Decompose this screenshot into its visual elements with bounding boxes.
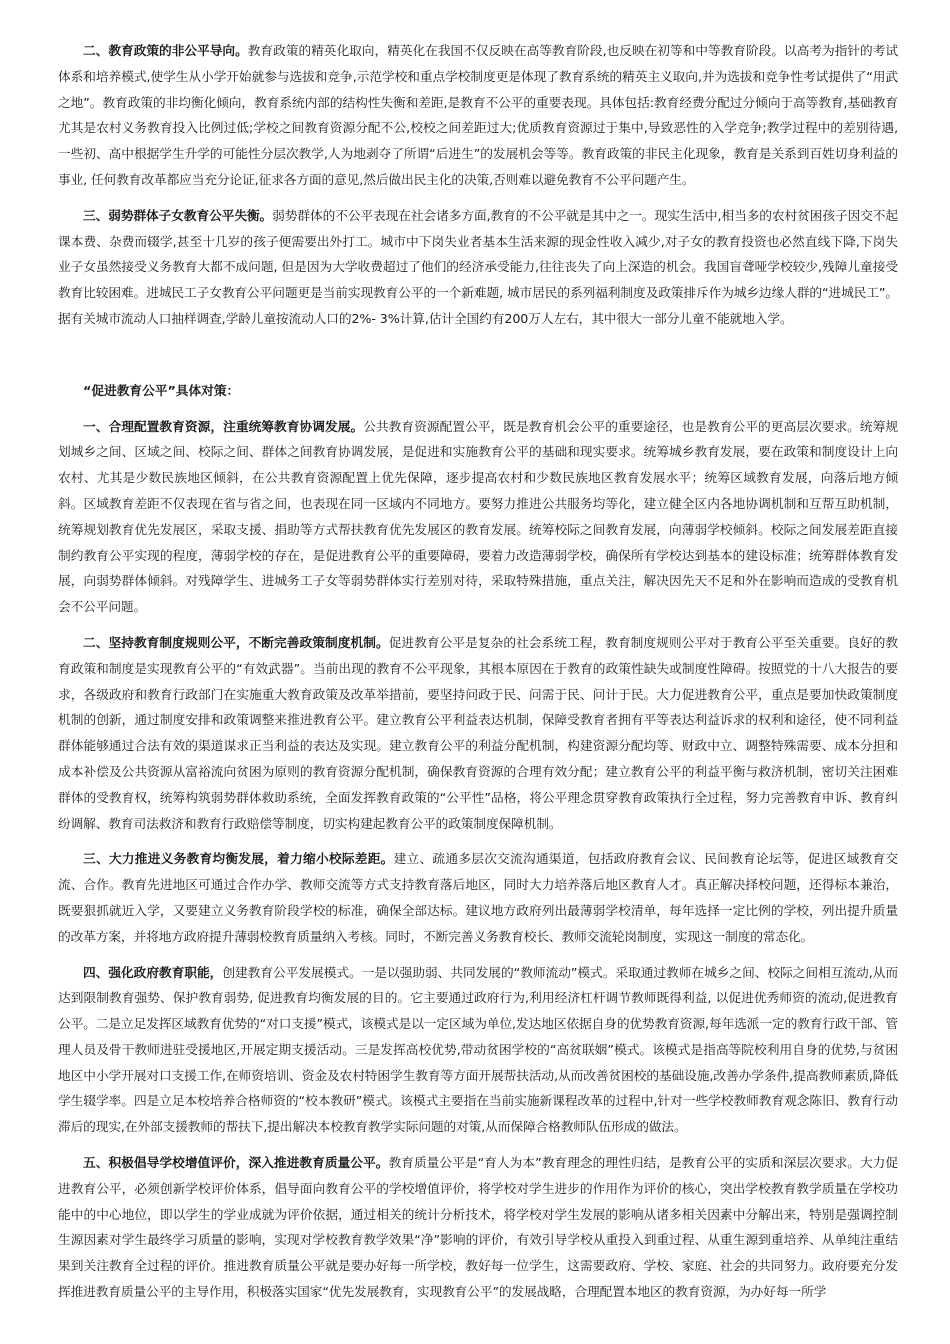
paragraph-heading: 三、弱势群体子女教育公平失衡。: [83, 207, 273, 223]
paragraph-measure-3: [58, 846, 898, 949]
paragraph-measure-1: [58, 414, 898, 620]
paragraph-vulnerable-groups: [58, 203, 898, 332]
paragraph-body: 弱势群体的不公平表现在社会诸多方面,教育的不公平就是其中之一。现实生活中,相当多的农村贫困孩子因交不起课本费、杂费而辍学,甚至十几岁的孩子便需要出外打工。城市中下岗失业者基本生活来源的现金性收入减少,对子女的教育投资也必然直线下降,下岗失业子女虽然接受义务教育大都不成问题, 但是因为大学收费超过了他们的经济承受能力,往往丧失了向上深造的机会。我国盲聋哑学校较少,残障儿童接受教育比较困难。进城民工子女教育公平问题更是当前实现教育公平的一个新难题, 城市居民的系列福利制度及政策排斥作为城乡边缘人群的“进城民工”。据有关城市流动人口抽样调查,学龄儿童按流动人口的2%- 3%计算,估计全国约有200万人左右，其中很大一部分儿童不能就地入学。: [58, 207, 899, 326]
paragraph-heading: 三、大力推进义务教育均衡发展，着力缩小校际差距。: [83, 851, 394, 867]
paragraph-body: 促进教育公平是复杂的社会系统工程，教育制度规则公平对于教育公平至关重要。良好的教育政策和制度是实现教育公平的“有效武器”。当前出现的教育不公平现象，其根本原因在于教育的政策性缺失或制度性障碍。按照党的十八大报告的要求，各级政府和教育行政部门在实施重大教育政策及改革举措前，要坚持问政于民、问需于民、问计于民。大力促进教育公平，重点是要加快政策制度机制的创新，通过制度安排和政策调整来推进教育公平。建立教育公平利益表达机制，保障受教育者拥有平等表达利益诉求的权利和途径，使不同利益群体能够通过合法有效的渠道谋求正当利益的表达及实现。建立教育公平的利益分配机制，构建资源分配均等、财政中立、调整特殊需要、成本分担和成本补偿及公共资源从富裕流向贫困为原则的教育资源分配机制，确保教育资源的合理有效分配；建立教育公平的利益平衡与救济机制，密切关注困难群体的受教育权，统筹构筑弱势群体救助系统，全面发挥教育政策的“公平性”品格，将公平理念贯穿教育政策执行全过程，努力完善教育申诉、教育纠纷调解、教育司法救济和教育行政赔偿等制度，切实构建起教育公平的政策制度保障机制。: [58, 634, 898, 831]
paragraph-measure-2: [58, 630, 898, 836]
document-page: [58, 38, 898, 1305]
paragraph-education-policy: [58, 38, 898, 193]
paragraph-body: 教育政策的精英化取向，精英化在我国不仅反映在高等教育阶段,也反映在初等和中等教育阶段。以高考为指针的考试体系和培养模式,使学生从小学开始就参与选拔和竞争,示范学校和重点学校制度更是体现了教育系统的精英主义取向,并为选拔和竞争性考试提供了“用武之地”。教育政策的非均衡化倾向，教育系统内部的结构性失衡和差距,是教育不公平的重要表现。具体包括:教育经费分配过分倾向于高等教育,基础教育尤其是农村义务教育投入比例过低;学校之间教育资源分配不公,校校之间差距过大;优质教育资源过于集中,导致恶性的入学竞争;教学过程中的差别待遇,一些初、高中根据学生升学的可能性分层次教学,人为地剥夺了所谓“后进生”的发展机会等等。教育政策的非民主化现象，教育是关系到百姓切身利益的事业, 任何教育改革都应当充分论证,征求各方面的意见,然后做出民主化的决策,否则难以避免教育不公平问题产生。: [58, 43, 898, 187]
paragraph-heading: 二、教育政策的非公平导向。: [83, 43, 248, 58]
paragraph-body: 教育质量公平是“育人为本”教育理念的理性归结，是教育公平的实质和深层次要求。大力促进教育公平，必须创新学校评价体系，倡导面向教育公平的学校增值评价，将学校对学生进步的作用作为评价的核心，突出学校教育教学质量在学校功能中的中心地位，即以学生的学业成就为评价依据，通过相关的统计分析技术，将学校对学生发展的影响从诸多相关因素中分解出来，特别是强调控制生源因素对学生最终学习质量的影响，实现对学校教育教学效果“净”影响的评价，有效引导学校从重投入到重过程、从重生源到重培养、从单纯注重结果到关注教育全过程的评价。推进教育质量公平就是要办好每一所学校，教好每一位学生，这需要政府、学校、家庭、社会的共同努力。政府要充分发挥推进教育质量公平的主导作用，积极落实国家“优先发展教育，实现教育公平”的发展战略，合理配置本地区的教育资源，为办好每一所学: [58, 1155, 899, 1300]
paragraph-heading: 四、强化政府教育职能，: [83, 964, 223, 980]
paragraph-measure-5: [58, 1150, 898, 1305]
paragraph-body: 建立、疏通多层次交流沟通渠道，包括政府教育会议、民间教育论坛等，促进区域教育交流、合作。教育先进地区可通过合作办学、教师交流等方式支持教育落后地区，同时大力培养落后地区教育人才。真正解决择校问题，还得标本兼治，既要狠抓就近入学，又要建立义务教育阶段学校的标准，确保全部达标。建议地方政府列出最薄弱学校清单，每年选择一定比例的学校，列出提升质量的改革方案，并将地方政府提升薄弱校教育质量纳入考核。同时，不断完善义务教育校长、教师交流轮岗制度，实现这一制度的常态化。: [58, 851, 898, 944]
paragraph-body: 公共教育资源配置公平，既是教育机会公平的重要途径，也是教育公平的更高层次要求。统筹规划城乡之间、区域之间、校际之间、群体之间教育协调发展，是促进和实施教育公平的基础和现实要求。统筹城乡教育发展，要在政策和制度设计上向农村、尤其是少数民族地区倾斜，在公共教育资源配置上优先保障，逐步提高农村和少数民族地区教育发展水平；统筹区域教育发展，向落后地方倾斜。区域教育差距不仅表现在省与省之间，也表现在同一区域内不同地方。要努力推进公共服务均等化，建立健全区内各地协调机制和互帮互助机制，统筹规划教育优先发展区，采取支援、捐助等方式帮扶教育优先发展区的教育发展。统筹校际之间教育发展，向薄弱学校倾斜。校际之间发展差距直接制约教育公平实现的程度，薄弱学校的存在，是促进教育公平的重要障碍，要着力改造薄弱学校，确保所有学校达到基本的建设标准；统筹群体教育发展，向弱势群体倾斜。对残障学生、进城务工子女等弱势群体实行差别对待，采取特殊措施，重点关注，解决因先天不足和外在影响而造成的受教育机会不公平问题。: [58, 418, 898, 615]
paragraph-measure-4: [58, 960, 898, 1141]
paragraph-heading: 一、合理配置教育资源，注重统筹教育协调发展。: [83, 418, 364, 434]
section-title: “促进教育公平”具体对策：: [83, 382, 240, 398]
paragraph-heading: 二、坚持教育制度规则公平，不断完善政策制度机制。: [83, 634, 389, 650]
paragraph-body: 创建教育公平发展模式。一是以强助弱、共同发展的“教师流动”模式。采取通过教师在城乡之间、校际之间相互流动,从而达到限制教育强势、保护教育弱势, 促进教育均衡发展的目的。它主要通过政府行为,利用经济杠杆调节教师既得利益, 以促进优秀师资的流动,促进教育公平。二是立足发挥区域教育优势的“对口支援”模式，该模式是以一定区域为单位,发达地区依据自身的优势教育资源,每年选派一定的教育行政干部、管理人员及骨干教师进驻受援地区,开展定期支援活动。三是发挥高校优势,带动贫困学校的“高贫联姻”模式。该模式是指高等院校利用自身的优势,与贫困地区中小学开展对口支援工作,在师资培训、资金及农村特困学生教育等方面开展帮扶活动,从而改善贫困校的基础设施,改善办学条件,提高教师素质,降低学生辍学率。四是立足本校培养合格师资的“校本教研”模式。该模式主要指在当前实施新课程改革的过程中,针对一些学校教师教育观念陈旧、教育行动滞后的现实,在外部支援教师的帮扶下,提出解决本校教育教学实际问题的对策,从而保障合格教师队伍形成的做法。: [58, 964, 898, 1135]
paragraph-heading: 五、积极倡导学校增值评价，深入推进教育质量公平。: [83, 1155, 389, 1171]
